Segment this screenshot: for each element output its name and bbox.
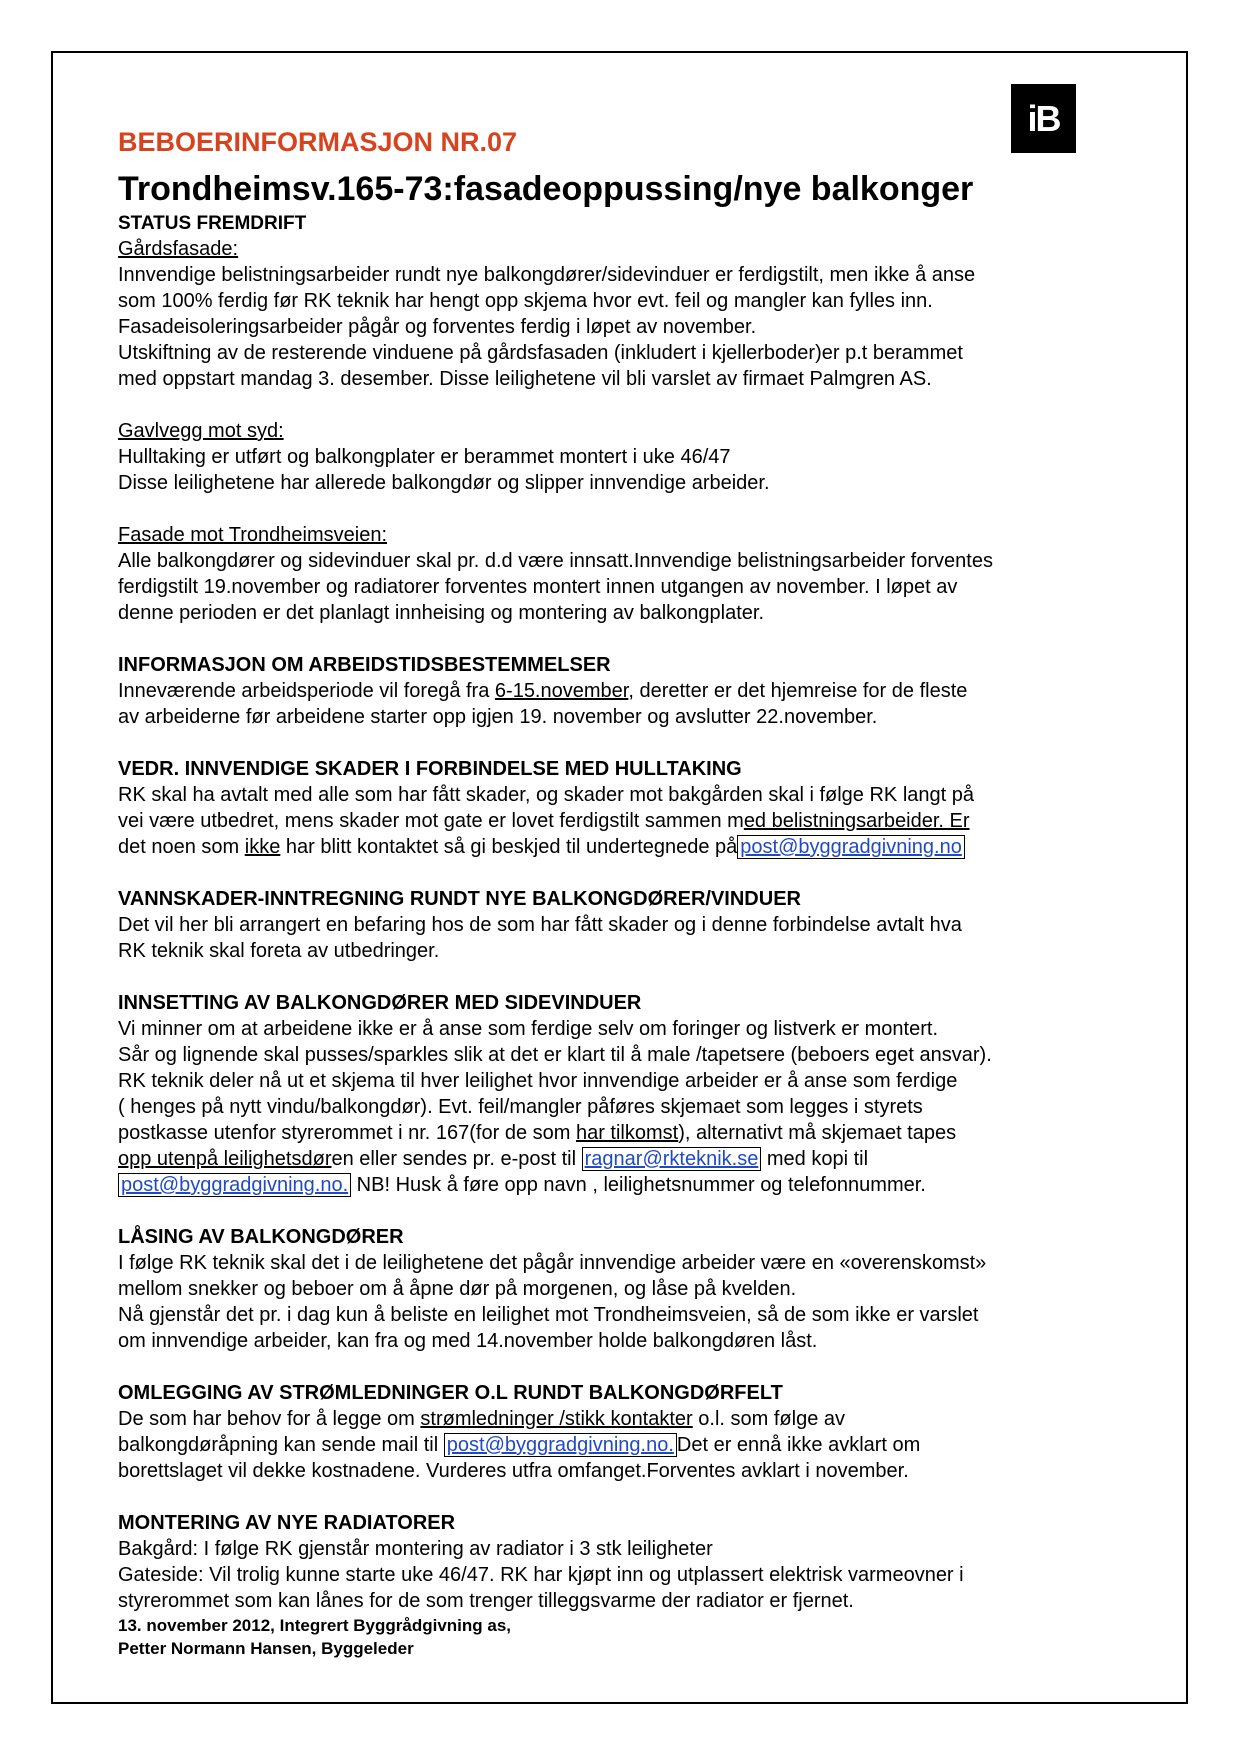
status-heading: STATUS FREMDRIFT [118, 213, 307, 234]
text-line: De som har behov for å legge om strømledninger /stikk kontakter o.l. som følge av [118, 1408, 845, 1430]
section-title-vannskader: VANNSKADER-INNTREGNING RUNDT NYE BALKONGDØRER/VINDUER [118, 888, 801, 910]
signature-date-line: 13. november 2012, Integrert Byggrådgivning as, [118, 1616, 512, 1635]
text-line: RK teknik skal foreta av utbedringer. [118, 940, 440, 962]
text-line: denne perioden er det planlagt innheising og montering av balkongplater. [118, 602, 765, 624]
text-line: Inneværende arbeidsperiode vil foregå fra 6-15.november, deretter er det hjemreise for de fleste [118, 680, 968, 702]
email-link[interactable]: ragnar@rkteknik.se [582, 1147, 762, 1171]
text-line: balkongdøråpning kan sende mail til post@byggradgivning.no. Det er ennå ikke avklart om [118, 1434, 921, 1456]
text-line: ferdigstilt 19.november og radiatorer forventes montert innen utgangen av november. I løpet av [118, 576, 958, 598]
section-title-skader: VEDR. INNVENDIGE SKADER I FORBINDELSE MED HULLTAKING [118, 758, 742, 780]
text-line: Bakgård: I følge RK gjenstår montering av radiator i 3 stk leiligheter [118, 1538, 713, 1560]
text-line: ( henges på nytt vindu/balkongdør). Evt. feil/mangler påføres skjemaet som legges i styrets [118, 1096, 923, 1118]
email-link[interactable]: post@byggradgivning.no. [118, 1173, 351, 1197]
text-line: Innvendige belistningsarbeider rundt nye balkongdører/sidevinduer er ferdigstilt, men ikke å anse [118, 264, 976, 286]
text-line: Disse leilighetene har allerede balkongdør og slipper innvendige arbeider. [118, 472, 770, 494]
signature-name-line: Petter Normann Hansen, Byggeleder [118, 1639, 414, 1658]
ib-logo: iB [1011, 84, 1076, 153]
trondheimsveien-label: Fasade mot Trondheimsveien: [118, 524, 388, 546]
text-line: RK teknik deler nå ut et skjema til hver leilighet hvor innvendige arbeider er å anse som ferdige [118, 1070, 958, 1092]
text-line: av arbeiderne før arbeidene starter opp igjen 19. november og avslutter 22.november. [118, 706, 878, 728]
text-line: Hulltaking er utført og balkongplater er berammet montert i uke 46/47 [118, 446, 731, 468]
text-line: Sår og lignende skal pusses/sparkles slik at det er klart til å male /tapetsere (beboers eget ansvar). [118, 1044, 992, 1066]
section-title-lasing: LÅSING AV BALKONGDØRER [118, 1226, 404, 1248]
text-line: Utskiftning av de resterende vinduene på gårdsfasaden (inkludert i kjellerboder)er p.t berammet [118, 342, 963, 364]
text-line: I følge RK teknik skal det i de leilighetene det pågår innvendige arbeider være en «overenskomst» [118, 1252, 987, 1274]
text-line: Nå gjenstår det pr. i dag kun å beliste en leilighet mot Trondheimsveien, så de som ikke er varslet [118, 1304, 979, 1326]
text-line: Fasadeisoleringsarbeider pågår og forventes ferdig i løpet av november. [118, 316, 757, 338]
section-title-radiatorer: MONTERING AV NYE RADIATORER [118, 1512, 456, 1534]
email-link[interactable]: post@byggradgivning.no [737, 835, 965, 859]
text-line: Det vil her bli arrangert en befaring hos de som har fått skader og i denne forbindelse avtalt hva [118, 914, 962, 936]
document-body [118, 122, 1133, 1660]
text-line: Vi minner om at arbeidene ikke er å anse som ferdige selv om foringer og listverk er montert. [118, 1018, 938, 1040]
section-title-stromledninger: OMLEGGING AV STRØMLEDNINGER O.L RUNDT BALKONGDØRFELT [118, 1382, 783, 1404]
gardsfasade-label: Gårdsfasade: [118, 238, 239, 260]
text-line: som 100% ferdig før RK teknik har hengt opp skjema hvor evt. feil og mangler kan fylles inn. [118, 290, 933, 312]
text-line: postkasse utenfor styrerommet i nr. 167(for de som har tilkomst), alternativt må skjemaet tapes [118, 1122, 957, 1144]
document-heading: BEBOERINFORMASJON NR.07 [118, 127, 518, 157]
text-line: det noen som ikke har blitt kontaktet så gi beskjed til undertegnede på post@byggradgivning.no [118, 834, 1133, 860]
text-line: Alle balkongdører og sidevinduer skal pr. d.d være innsatt.Innvendige belistningsarbeider forventes [118, 550, 993, 572]
document-title: Trondheimsv.165-73:fasadeoppussing/nye balkonger [118, 170, 974, 208]
text-line: styrerommet som kan lånes for de som trenger tilleggsvarme der radiator er fjernet. [118, 1590, 854, 1612]
text-line: RK skal ha avtalt med alle som har fått skader, og skader mot bakgården skal i følge RK langt på [118, 784, 974, 806]
text-line: vei være utbedret, mens skader mot gate er lovet ferdigstilt sammen med belistningsarbeider. Er [118, 810, 970, 832]
gavlvegg-label: Gavlvegg mot syd: [118, 420, 284, 442]
text-line: opp utenpå leilighetsdøren eller sendes pr. e-post til ragnar@rkteknik.se med kopi til [118, 1148, 869, 1170]
text-line: post@byggradgivning.no. NB! Husk å føre opp navn , leilighetsnummer og telefonnummer. [118, 1172, 1133, 1198]
text-line: med oppstart mandag 3. desember. Disse leilighetene vil bli varslet av firmaet Palmgren AS. [118, 368, 932, 390]
section-title-innsetting: INNSETTING AV BALKONGDØRER MED SIDEVINDUER [118, 992, 642, 1014]
text-line: om innvendige arbeider, kan fra og med 14.november holde balkongdøren låst. [118, 1330, 818, 1352]
section-title-arbeidstid: INFORMASJON OM ARBEIDSTIDSBESTEMMELSER [118, 654, 611, 676]
text-line: Gateside: Vil trolig kunne starte uke 46/47. RK har kjøpt inn og utplassert elektrisk varmeovner i [118, 1564, 964, 1586]
text-line: mellom snekker og beboer om å åpne dør på morgenen, og låse på kvelden. [118, 1278, 797, 1300]
text-line: borettslaget vil dekke kostnadene. Vurderes utfra omfanget.Forventes avklart i november. [118, 1460, 909, 1482]
email-link[interactable]: post@byggradgivning.no. [444, 1433, 677, 1457]
